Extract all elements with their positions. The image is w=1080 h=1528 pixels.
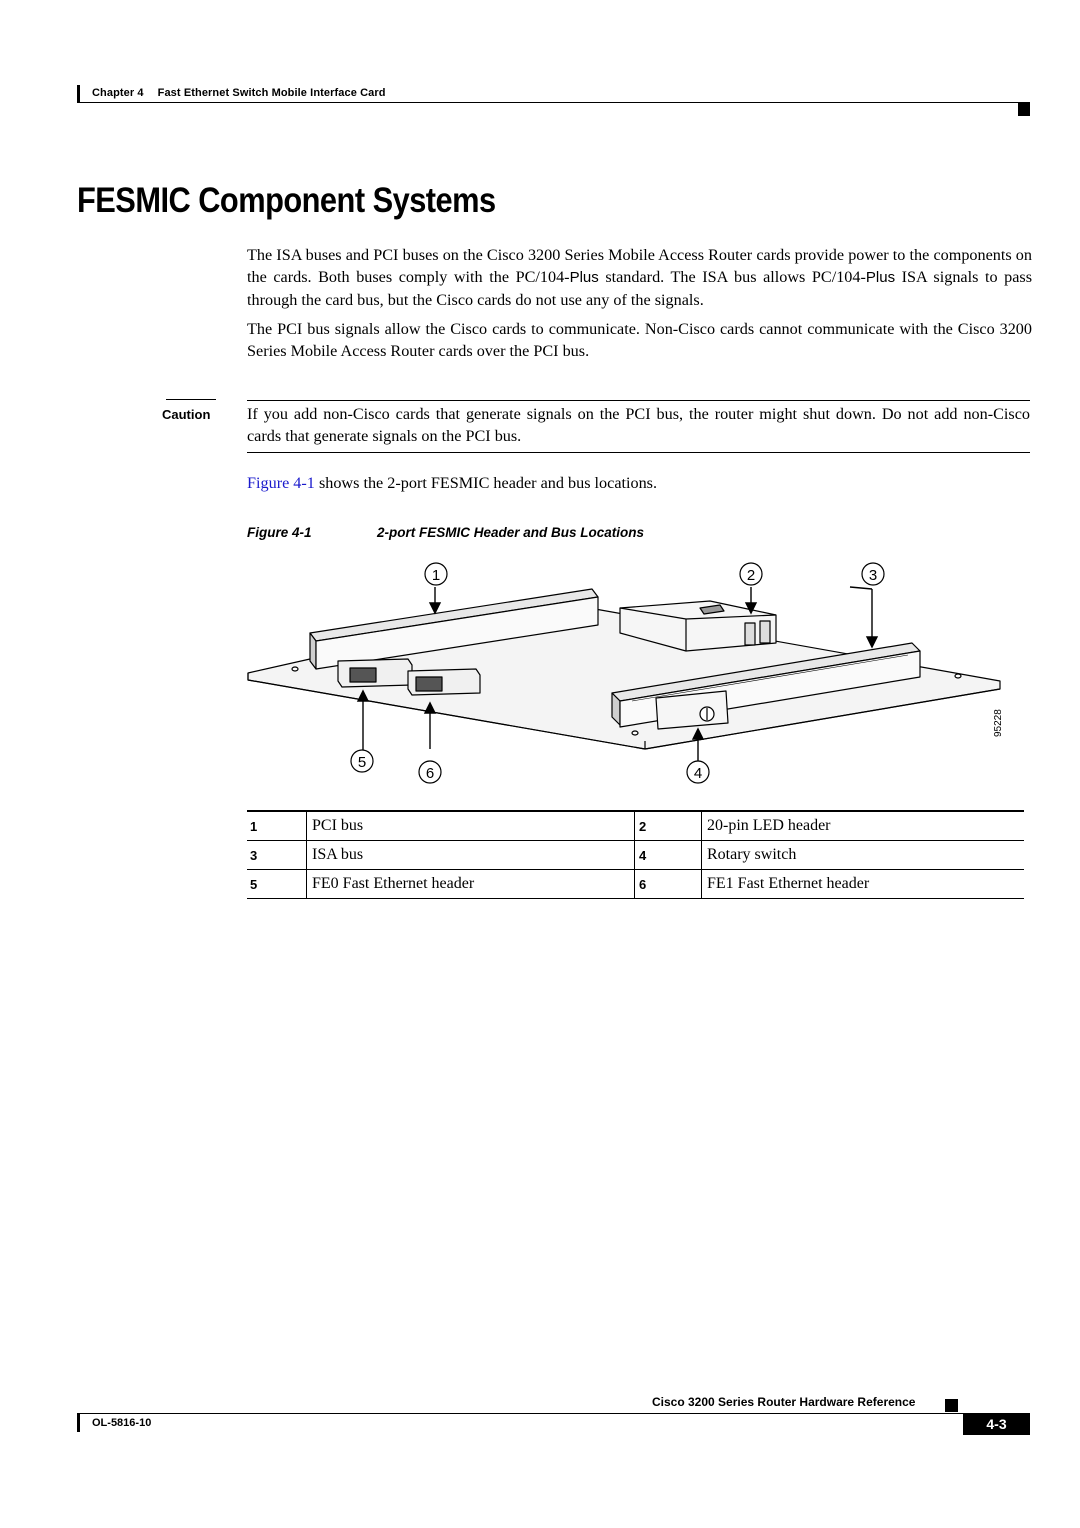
section-title: FESMIC Component Systems xyxy=(77,181,496,220)
callout-3 xyxy=(862,563,884,585)
caution-short-rule xyxy=(166,399,216,400)
rotary-switch xyxy=(656,691,728,729)
fe1-header xyxy=(408,669,480,695)
header-bar xyxy=(77,85,80,103)
legend-desc: 20-pin LED header xyxy=(702,811,1025,841)
book-title: Cisco 3200 Series Router Hardware Reference xyxy=(652,1395,916,1409)
figure-legend-table xyxy=(247,810,1024,899)
callout-1 xyxy=(425,563,447,585)
figure-caption-text: 2-port FESMIC Header and Bus Locations xyxy=(377,525,645,540)
page-number: 4-3 xyxy=(963,1414,1030,1435)
caution-rule-top xyxy=(247,400,1030,401)
mounting-hole xyxy=(955,674,961,678)
footer-rule xyxy=(77,1413,1030,1414)
text-run: standard. The ISA bus allows PC/104- xyxy=(598,268,866,286)
fe0-header xyxy=(338,659,412,687)
paragraph-pci: The PCI bus signals allow the Cisco cards to communicate. Non-Cisco cards cannot communicate with the Cisco 3200 Series Mobile Access Router cards over the PCI bus. xyxy=(247,320,1032,360)
svg-text:1: 1 xyxy=(431,567,441,584)
text-run: The ISA buses and PCI buses on the Cisco 3200 Series Mobile Access Router cards provide power to the components on the cards. Both buses comply with the PC/104- xyxy=(247,246,1032,286)
table-row xyxy=(247,811,1024,841)
art-id: 95228 xyxy=(993,709,1004,737)
callout-2 xyxy=(740,563,762,585)
caution-label: Caution xyxy=(162,407,211,422)
svg-text:6: 6 xyxy=(425,765,435,782)
legend-desc: ISA bus xyxy=(307,841,635,870)
callout-6 xyxy=(419,761,441,783)
table-row xyxy=(247,870,1024,899)
legend-num: 5 xyxy=(247,870,307,899)
legend-num: 4 xyxy=(635,841,702,870)
mounting-hole xyxy=(292,667,298,671)
callout-5 xyxy=(351,750,373,772)
legend-num: 6 xyxy=(635,870,702,899)
legend-num: 2 xyxy=(635,811,702,841)
svg-text:3: 3 xyxy=(868,567,878,584)
mounting-hole xyxy=(632,731,638,735)
chapter-title: Fast Ethernet Switch Mobile Interface Card xyxy=(157,87,386,99)
header-marker xyxy=(1018,103,1030,116)
doc-number: OL-5816-10 xyxy=(92,1417,152,1429)
svg-text:2: 2 xyxy=(746,567,756,584)
text-run: ISA signals to pass through the card bus, but the Cisco cards do not use any of the signals. xyxy=(247,268,1033,309)
figure-reference-sentence xyxy=(247,472,657,494)
figure-link[interactable]: Figure 4-1 xyxy=(247,474,315,492)
header-rule xyxy=(77,102,1030,103)
table-row xyxy=(247,841,1024,870)
svg-text:5: 5 xyxy=(357,754,367,771)
legend-desc: FE1 Fast Ethernet header xyxy=(702,870,1025,899)
running-header xyxy=(92,87,386,99)
legend-desc: Rotary switch xyxy=(702,841,1025,870)
paragraph-buses xyxy=(247,244,1032,311)
plus-term: Plus xyxy=(865,269,896,286)
fesmic-board-illustration xyxy=(240,553,1020,793)
footer-marker xyxy=(945,1399,958,1412)
svg-text:4: 4 xyxy=(693,765,703,782)
chapter-label: Chapter 4 xyxy=(92,87,144,99)
legend-desc: PCI bus xyxy=(307,811,635,841)
callout-4 xyxy=(687,761,709,783)
caution-text: If you add non-Cisco cards that generate signals on the PCI bus, the router might shut down. Do not add non-Cisco cards that generate signals on the PCI bus. xyxy=(247,405,1030,445)
figure-number: Figure 4-1 xyxy=(247,525,312,540)
caution-rule-bottom xyxy=(247,452,1030,453)
legend-desc: FE0 Fast Ethernet header xyxy=(307,870,635,899)
plus-term: Plus xyxy=(569,269,599,286)
figure-caption xyxy=(247,525,644,540)
legend-num: 3 xyxy=(247,841,307,870)
footer-bar xyxy=(77,1414,80,1432)
legend-num: 1 xyxy=(247,811,307,841)
text-run: shows the 2-port FESMIC header and bus locations. xyxy=(314,474,658,492)
